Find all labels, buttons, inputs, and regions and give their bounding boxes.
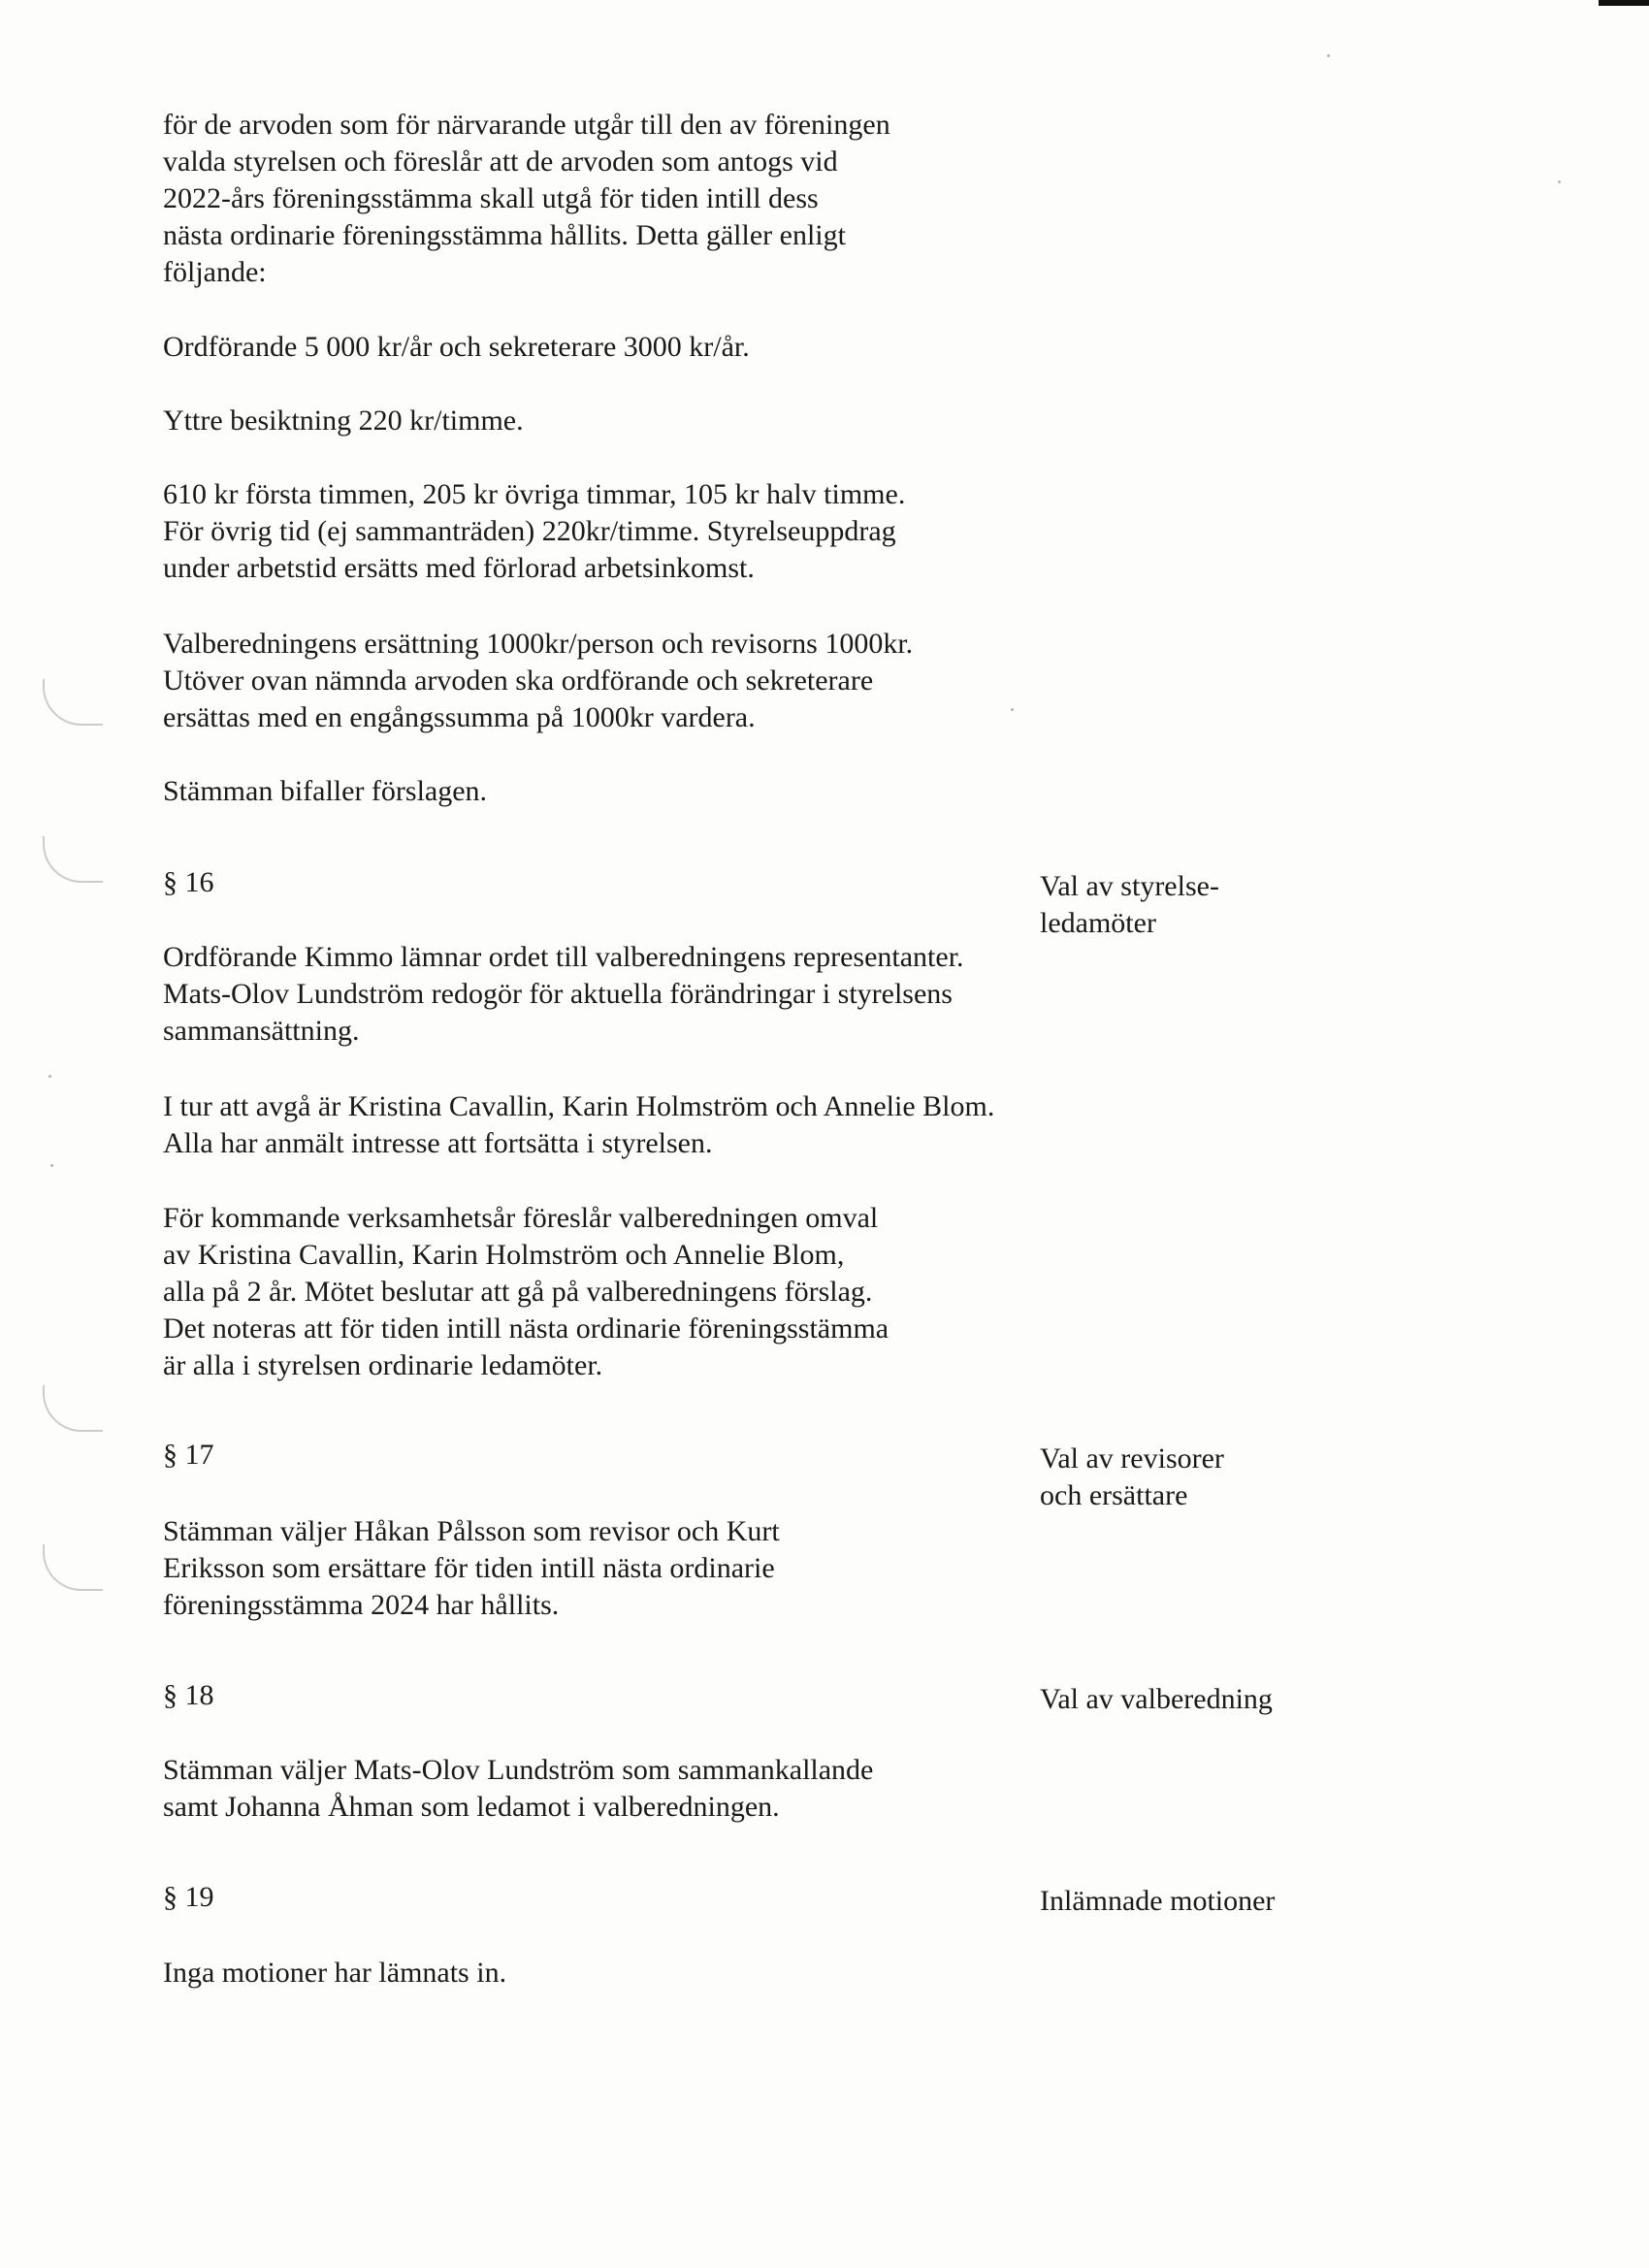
scan-speck: [48, 1075, 51, 1078]
s18-paragraph: [163, 1752, 1133, 1826]
s16-paragraph-3: [163, 1200, 1133, 1384]
section-title-16: Val av styrelse- ledamöter: [1040, 870, 1219, 939]
scan-speck: [50, 1164, 53, 1167]
text-line: sammansättning.: [163, 1015, 360, 1047]
text-line: följande:: [163, 256, 267, 288]
text-line: Stämman väljer Håkan Pålsson som revisor och Kurt: [163, 1515, 780, 1547]
scan-edge-mark: [1599, 0, 1649, 6]
text-line: Stämman väljer Mats-Olov Lundström som sammankallande: [163, 1754, 874, 1786]
fee-committee-paragraph: [163, 626, 1133, 736]
s17-paragraph: [163, 1513, 1133, 1624]
text-line: föreningsstämma 2024 har hållits.: [163, 1589, 560, 1621]
fee-approval: Stämman bifaller förslagen.: [163, 775, 488, 807]
section-number-16: § 16: [163, 866, 214, 898]
punch-hole-mark: [43, 1385, 103, 1432]
text-line: alla på 2 år. Mötet beslutar att gå på valberedningens förslag.: [163, 1276, 873, 1308]
scan-speck: [1558, 180, 1561, 183]
text-line: är alla i styrelsen ordinarie ledamöter.: [163, 1349, 603, 1381]
text-line: Eriksson som ersättare för tiden intill nästa ordinarie: [163, 1552, 775, 1584]
text-line: 2022-års föreningsstämma skall utgå för tiden intill dess: [163, 182, 819, 214]
text-line: I tur att avgå är Kristina Cavallin, Karin Holmström och Annelie Blom.: [163, 1090, 995, 1122]
text-line: nästa ordinarie föreningsstämma hållits. Detta gäller enligt: [163, 219, 846, 251]
punch-hole-mark: [43, 836, 103, 883]
section-number-19: § 19: [163, 1881, 214, 1913]
intro-paragraph: [163, 107, 1133, 291]
text-line: valda styrelsen och föreslår att de arvoden som antogs vid: [163, 146, 838, 178]
text-line: Utöver ovan nämnda arvoden ska ordförande och sekreterare: [163, 664, 874, 697]
text-line: Det noteras att för tiden intill nästa ordinarie föreningsstämma: [163, 1312, 889, 1345]
fee-inspection: Yttre besiktning 220 kr/timme.: [163, 405, 524, 437]
punch-hole-mark: [43, 1544, 103, 1591]
section-title-18: Val av valberedning: [1040, 1683, 1273, 1715]
text-line: samt Johanna Åhman som ledamot i valberedningen.: [163, 1791, 780, 1823]
text-line: För övrig tid (ej sammanträden) 220kr/timme. Styrelseuppdrag: [163, 515, 896, 547]
text-line: Valberedningens ersättning 1000kr/person och revisorns 1000kr.: [163, 628, 914, 660]
scan-speck: [1327, 54, 1330, 57]
text-line: Mats-Olov Lundström redogör för aktuella förändringar i styrelsens: [163, 978, 953, 1010]
section-title-19: Inlämnade motioner: [1040, 1885, 1276, 1917]
punch-hole-mark: [43, 679, 103, 726]
s19-paragraph: [163, 1955, 1133, 1992]
text-line: av Kristina Cavallin, Karin Holmström och Annelie Blom,: [163, 1239, 845, 1271]
section-title-17: Val av revisorer och ersättare: [1040, 1442, 1224, 1511]
text-line: ersättas med en engångssumma på 1000kr vardera.: [163, 701, 756, 733]
s16-paragraph-2: [163, 1088, 1133, 1162]
section-number-17: § 17: [163, 1439, 214, 1471]
text-line: under arbetstid ersätts med förlorad arbetsinkomst.: [163, 552, 755, 584]
text-line: Ordförande Kimmo lämnar ordet till valberedningens representanter.: [163, 941, 964, 973]
text-line: Alla har anmält intresse att fortsätta i styrelsen.: [163, 1127, 713, 1159]
text-line: 610 kr första timmen, 205 kr övriga timmar, 105 kr halv timme.: [163, 478, 906, 510]
text-line: Inga motioner har lämnats in.: [163, 1957, 507, 1989]
text-line: För kommande verksamhetsår föreslår valberedningen omval: [163, 1202, 879, 1234]
section-number-18: § 18: [163, 1679, 214, 1711]
fee-chair-secretary: Ordförande 5 000 kr/år och sekreterare 3000 kr/år.: [163, 331, 750, 363]
fee-meeting-paragraph: [163, 476, 1133, 587]
text-line: för de arvoden som för närvarande utgår till den av föreningen: [163, 109, 890, 141]
s16-paragraph-1: [163, 939, 1133, 1050]
